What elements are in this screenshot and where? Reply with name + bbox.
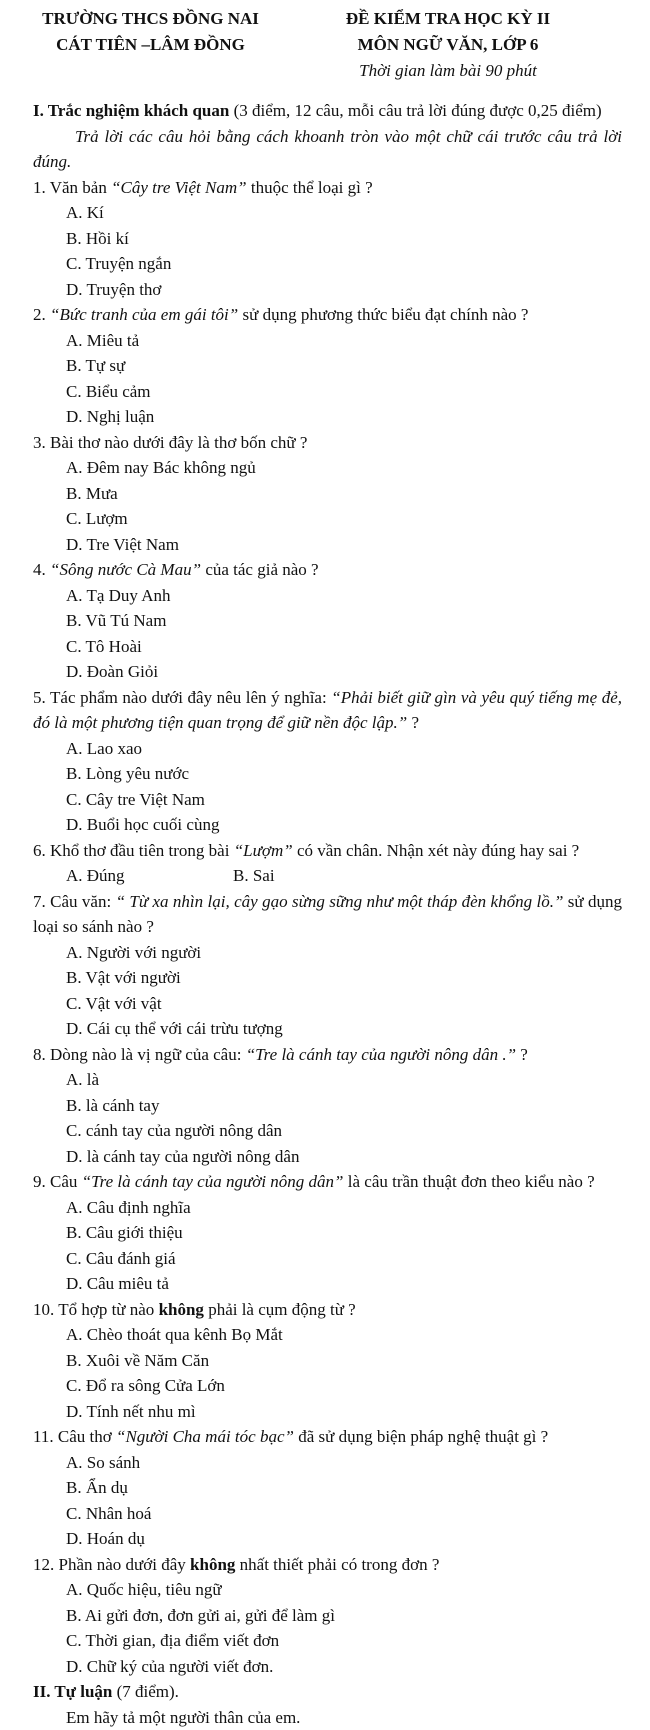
answer-option: D. Chữ ký của người viết đơn.	[66, 1656, 274, 1676]
question-text-segment: ?	[407, 713, 420, 732]
question-text-segment: “ Từ xa nhìn lại, cây gạo sừng sững như một tháp đèn khổng lồ.”	[115, 891, 564, 911]
question-11	[33, 1424, 622, 1552]
school-location: CÁT TIÊN –LÂM ĐỒNG	[56, 35, 245, 54]
answer-option: D. Nghị luận	[66, 407, 155, 426]
section1-title: I. Trắc nghiệm khách quan	[33, 101, 230, 120]
question-number: 7.	[33, 891, 51, 911]
question-text-segment: phải là cụm động từ ?	[203, 1299, 356, 1319]
question-text-segment: “Cây tre Việt Nam”	[111, 177, 247, 197]
answer-option: D. Tính nết nhu mì	[66, 1401, 196, 1421]
question-text-segment: sử dụng loại so sánh nào ?	[33, 891, 623, 936]
question-text	[33, 838, 622, 864]
question-1	[33, 175, 622, 303]
answer-option: D. Cái cụ thể với cái trừu tượng	[66, 1019, 283, 1038]
question-text	[33, 1042, 622, 1068]
question-text-segment: “Phải biết giữ gìn và yêu quý tiếng mẹ đẻ, đó là một phương tiện quan trọng để giữ nền độc lập.”	[33, 687, 622, 732]
question-text-segment: đã sử dụng biện pháp nghệ thuật gì ?	[293, 1427, 549, 1446]
question-number: 9.	[33, 1172, 50, 1191]
answer-option: C. Thời gian, địa điểm viết đơn	[66, 1631, 280, 1650]
question-12	[33, 1552, 622, 1680]
section1-meta: (3 điểm, 12 câu, mỗi câu trả lời đúng được 0,25 điểm)	[229, 101, 602, 120]
options	[33, 1577, 622, 1679]
question-number: 2.	[33, 305, 50, 324]
answer-option: C. Truyện ngắn	[66, 254, 172, 273]
options	[66, 863, 622, 889]
answer-option: B. Tự sự	[66, 356, 126, 375]
answer-option: C. Đổ ra sông Cửa Lớn	[66, 1376, 225, 1395]
answer-option: D. là cánh tay của người nông dân	[66, 1146, 300, 1166]
question-text-segment: nhất thiết phải có trong đơn ?	[235, 1554, 440, 1574]
question-8	[33, 1042, 622, 1170]
answer-option: D. Đoàn Giỏi	[66, 662, 159, 681]
answer-option: A. Đúng	[66, 866, 125, 885]
question-6	[33, 838, 622, 889]
question-text-segment: Phần nào dưới đây	[58, 1554, 191, 1574]
question-text-segment: “Lượm”	[233, 840, 293, 860]
question-text	[33, 889, 622, 940]
question-number: 5.	[33, 687, 51, 707]
answer-option: C. Tô Hoài	[66, 636, 142, 656]
question-text-segment: Câu văn:	[50, 891, 116, 911]
answer-option: D. Tre Việt Nam	[66, 534, 179, 554]
options	[33, 328, 622, 430]
question-3	[33, 430, 622, 558]
question-10	[33, 1297, 622, 1425]
answer-option: C. Lượm	[66, 509, 128, 528]
answer-option: C. Cây tre Việt Nam	[66, 789, 205, 809]
question-text-segment: “Tre là cánh tay của người nông dân .”	[245, 1044, 517, 1064]
question-text-segment: không	[190, 1554, 236, 1574]
question-text	[33, 1169, 622, 1195]
question-9	[33, 1169, 622, 1297]
answer-option: B. là cánh tay	[66, 1095, 160, 1115]
answer-option: A. Chèo thoát qua kênh Bọ Mắt	[66, 1325, 283, 1344]
question-text-segment: Bài thơ nào dưới đây là thơ bốn chữ ?	[50, 432, 308, 452]
question-text-segment: là câu trần thuật đơn theo kiểu nào ?	[343, 1172, 595, 1191]
section1-heading	[33, 98, 622, 124]
question-number: 12.	[33, 1554, 59, 1574]
question-number: 1.	[33, 177, 50, 197]
answer-option: A. Tạ Duy Anh	[66, 585, 171, 605]
answer-option: B. Ai gửi đơn, đơn gửi ai, gửi để làm gì	[66, 1605, 335, 1625]
question-text-segment: Tổ hợp từ nào	[58, 1299, 159, 1319]
section1-instruction: Trả lời các câu hỏi bằng cách khoanh tròn vào một chữ cái trước câu trả lời đúng.	[33, 126, 622, 171]
answer-option: A. là	[66, 1070, 100, 1089]
options	[33, 1067, 622, 1169]
question-number: 6.	[33, 840, 50, 860]
question-2	[33, 302, 622, 430]
answer-option: B. Sai	[233, 866, 275, 885]
exam-title-block	[283, 6, 613, 84]
question-text	[33, 1552, 622, 1578]
options	[33, 1322, 622, 1424]
question-text-segment: Dòng nào là vị ngữ của câu:	[50, 1044, 246, 1064]
exam-duration: Thời gian làm bài 90 phút	[359, 61, 537, 80]
answer-option: B. Vũ Tú Nam	[66, 611, 167, 630]
answer-option: A. Lao xao	[66, 738, 143, 758]
answer-option: A. Kí	[66, 203, 104, 222]
question-text-segment: có vần chân. Nhận xét này đúng hay sai ?	[292, 840, 580, 860]
question-number: 4.	[33, 560, 50, 579]
options	[33, 1450, 622, 1552]
exam-subject: MÔN NGỮ VĂN, LỚP 6	[357, 35, 539, 54]
question-text-segment: “Tre là cánh tay của người nông dân”	[81, 1172, 344, 1191]
question-5	[33, 685, 622, 838]
answer-option: A. Câu định nghĩa	[66, 1197, 191, 1217]
question-text-segment: “Sông nước Cà Mau”	[50, 560, 202, 579]
question-text	[33, 557, 622, 583]
question-number: 10.	[33, 1299, 59, 1319]
answer-option: B. Câu giới thiệu	[66, 1223, 183, 1242]
question-text	[33, 430, 622, 456]
answer-option: C. Vật với vật	[66, 993, 162, 1013]
answer-option: A. Đêm nay Bác không ngủ	[66, 458, 256, 477]
answer-option: B. Mưa	[66, 483, 118, 503]
section2-title: II. Tự luận	[33, 1682, 113, 1701]
options	[33, 200, 622, 302]
options	[33, 1195, 622, 1297]
answer-option: B. Hồi kí	[66, 228, 129, 248]
question-text-segment: ?	[516, 1044, 528, 1064]
question-text-segment: “Bức tranh của em gái tôi”	[50, 305, 239, 324]
question-text	[33, 302, 622, 328]
answer-option: C. Nhân hoá	[66, 1503, 152, 1523]
answer-option: D. Truyện thơ	[66, 279, 162, 299]
exam-content	[33, 98, 622, 1730]
options	[33, 736, 622, 838]
question-text-segment: Tác phẩm nào dưới đây nêu lên ý nghĩa:	[50, 687, 332, 707]
exam-title: ĐỀ KIỂM TRA HỌC KỲ II	[345, 9, 551, 28]
school-block	[33, 6, 268, 58]
question-text	[33, 685, 622, 736]
question-number: 8.	[33, 1044, 50, 1064]
exam-header	[33, 6, 622, 84]
answer-option: C. cánh tay của người nông dân	[66, 1121, 283, 1140]
questions-list	[33, 175, 622, 1680]
question-text-segment: Khổ thơ đầu tiên trong bài	[50, 840, 234, 860]
section2-heading	[33, 1679, 622, 1705]
question-text-segment: Câu	[50, 1172, 82, 1191]
answer-option: A. Quốc hiệu, tiêu ngữ	[66, 1580, 222, 1599]
question-text-segment: của tác giả nào ?	[201, 560, 319, 579]
answer-option: C. Câu đánh giá	[66, 1248, 176, 1268]
options	[33, 583, 622, 685]
question-text-segment: Văn bản	[49, 177, 112, 197]
answer-option: A. So sánh	[66, 1452, 141, 1472]
question-number: 3.	[33, 432, 50, 452]
answer-option: C. Biểu cảm	[66, 381, 151, 401]
answer-option: D. Câu miêu tả	[66, 1274, 169, 1293]
question-4	[33, 557, 622, 685]
answer-option: D. Hoán dụ	[66, 1529, 145, 1548]
essay-prompt: Em hãy tả một người thân của em.	[66, 1707, 301, 1727]
answer-option: A. Người với người	[66, 942, 202, 962]
question-text	[33, 1297, 622, 1323]
section2-meta: (7 điểm).	[112, 1682, 179, 1701]
question-text-segment: sử dụng phương thức biểu đạt chính nào ?	[238, 305, 529, 324]
question-7	[33, 889, 622, 1042]
question-text	[33, 1424, 622, 1450]
answer-option: B. Vật với người	[66, 968, 181, 987]
question-text-segment: “Người Cha mái tóc bạc”	[115, 1427, 294, 1446]
question-text-segment: thuộc thể loại gì ?	[246, 177, 373, 197]
answer-option: B. Ẩn dụ	[66, 1478, 128, 1497]
options	[33, 455, 622, 557]
answer-option: D. Buổi học cuối cùng	[66, 815, 220, 834]
options	[33, 940, 622, 1042]
question-number: 11.	[33, 1427, 58, 1446]
answer-option: B. Xuôi về Năm Căn	[66, 1350, 210, 1370]
question-text-segment: Câu thơ	[57, 1427, 116, 1446]
answer-option: B. Lòng yêu nước	[66, 764, 190, 783]
school-name: TRƯỜNG THCS ĐỒNG NAI	[42, 9, 259, 28]
answer-option: A. Miêu tả	[66, 330, 140, 350]
question-text	[33, 175, 622, 201]
question-text-segment: không	[158, 1299, 204, 1319]
